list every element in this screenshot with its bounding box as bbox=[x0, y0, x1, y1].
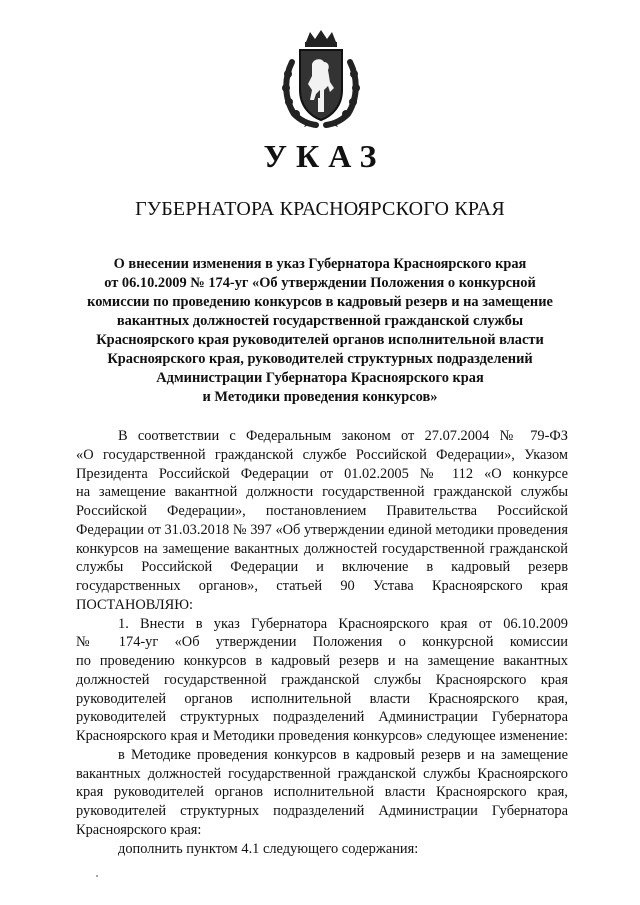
document-subtitle: ГУБЕРНАТОРА КРАСНОЯРСКОГО КРАЯ bbox=[135, 198, 505, 220]
body-line: в Методике проведения конкурсов в кадровый резерв и на замещение bbox=[118, 746, 568, 763]
heading-line: Красноярского края, руководителей структурных подразделений bbox=[107, 351, 533, 367]
heading-line: О внесении изменения в указ Губернатора Красноярского края bbox=[113, 256, 527, 272]
heading-line: от 06.10.2009 № 174-уг «Об утверждении Положения о конкурсной bbox=[104, 275, 536, 291]
body-line: края руководителей органов исполнительной власти Красноярского края, bbox=[76, 784, 568, 801]
body-line: Федерации от 31.03.2018 № 397 «Об утверждении единой методики проведения bbox=[76, 521, 568, 538]
body-line: руководителей структурных подразделений Администрации Губернатора bbox=[76, 803, 568, 819]
document-title: УКАЗ bbox=[263, 138, 386, 174]
body-line: № 174-уг «Об утверждении Положения о конкурсной комиссии bbox=[76, 634, 568, 651]
body-line: Красноярского края и Методики проведения конкурсов» следующее изменение: bbox=[76, 728, 568, 744]
body-line: по проведению конкурсов в кадровый резерв и на замещение вакантных bbox=[76, 653, 568, 669]
heading-line: вакантных должностей государственной гражданской службы bbox=[116, 313, 524, 329]
body-line: на замещение вакантной должности государственной гражданской службы bbox=[76, 484, 568, 501]
heading-line: Администрации Губернатора Красноярского края bbox=[156, 370, 484, 386]
body-line: конкурсов на замещение вакантных должностей государственной гражданской bbox=[76, 540, 568, 557]
heading-line: Красноярского края руководителей органов исполнительной власти bbox=[96, 332, 544, 348]
body-line: «О государственной гражданской службе Российской Федерации», Указом bbox=[76, 446, 568, 463]
body-line: дополнить пунктом 4.1 следующего содержания: bbox=[118, 840, 419, 857]
body-line: Российской Федерации», постановлением Правительства Российской bbox=[76, 503, 568, 519]
coat-of-arms-icon bbox=[278, 28, 364, 128]
body-line: вакантных должностей государственной гражданской службы Красноярского bbox=[76, 765, 568, 782]
body-line: Президента Российской Федерации от 01.02.2005 № 112 «О конкурсе bbox=[76, 465, 568, 482]
body-line: должностей государственной гражданской службы Красноярского края bbox=[76, 671, 568, 688]
body-line: В соответствии с Федеральным законом от 27.07.2004 № 79-ФЗ bbox=[118, 428, 568, 444]
heading-line: комиссии по проведению конкурсов в кадровый резерв и на замещение bbox=[87, 294, 553, 310]
body-line: руководителей органов исполнительной власти Красноярского края, bbox=[76, 690, 568, 707]
body-line: руководителей структурных подразделений Администрации Губернатора bbox=[76, 709, 568, 726]
body-line: ПОСТАНОВЛЯЮ: bbox=[76, 596, 194, 613]
body-line: Красноярского края: bbox=[76, 821, 202, 838]
body-line: государственных органов», статьей 90 Устава Красноярского края bbox=[76, 578, 568, 594]
scan-speck bbox=[96, 875, 98, 877]
body-line: 1. Внести в указ Губернатора Красноярского края от 06.10.2009 bbox=[118, 615, 568, 632]
heading-line: и Методики проведения конкурсов» bbox=[202, 389, 438, 405]
document-body bbox=[76, 427, 568, 858]
document-heading bbox=[60, 255, 580, 407]
body-line: службы Российской Федерации и включение в кадровый резерв bbox=[76, 559, 568, 576]
